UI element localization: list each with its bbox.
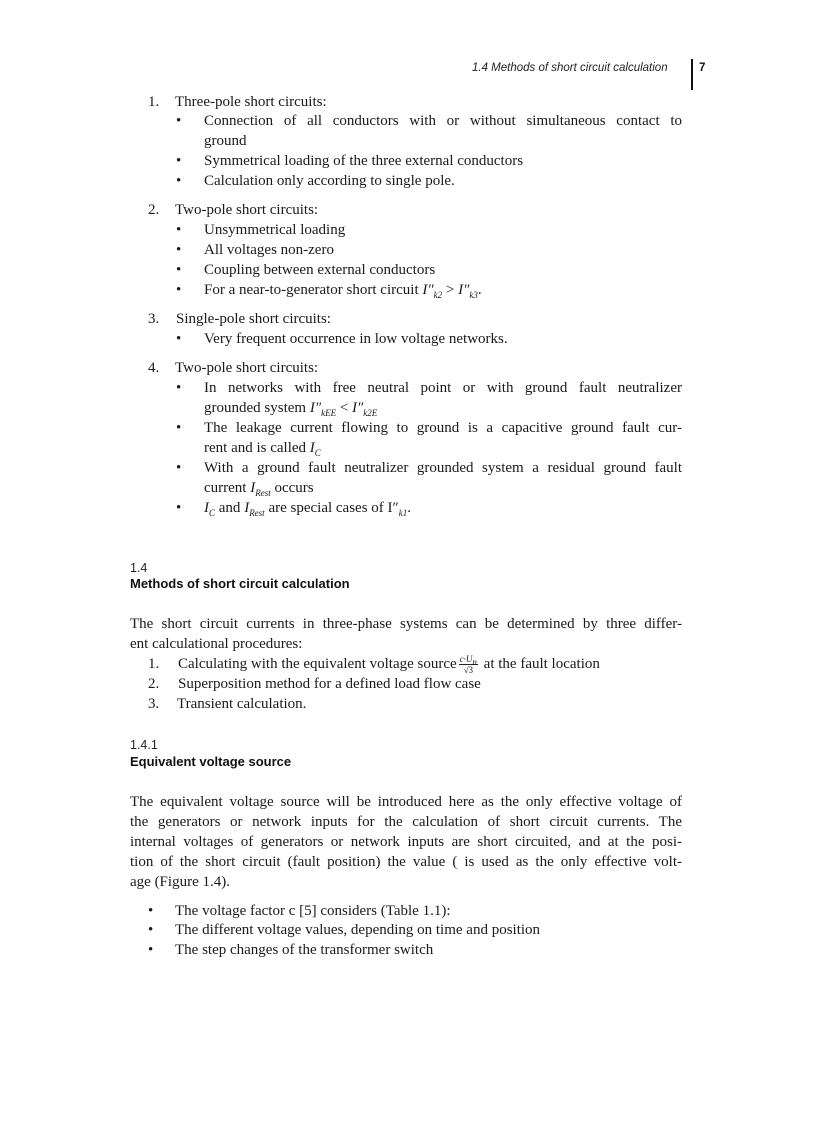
bullet-text: Calculation only according to single pole. [204, 173, 455, 189]
bullet-icon: • [176, 420, 182, 436]
section-title: Methods of short circuit calculation [130, 576, 350, 591]
bullet-text: In networks with free neutral point or with ground fault neutralizer [204, 380, 682, 396]
bullet-text-continued: rent and is called $I_C$ [204, 440, 321, 458]
paragraph-line: tion of the short circuit (fault position) the value ( is used as the only effective volt- [130, 854, 682, 870]
header-title: 1.4 Methods of short circuit calculation [472, 62, 668, 74]
bullet-text-continued: ground [204, 133, 247, 149]
bullet-text: Coupling between external conductors [204, 262, 436, 278]
list-item-title: Three-pole short circuits: [175, 94, 327, 110]
bullet-text: For a near-to-generator short circuit $I''_{k2} > I''_{k3}$. [204, 282, 482, 300]
list-number: 4. [148, 360, 160, 376]
paragraph-line: internal voltages of generators or network inputs are short circuited, and at the posi- [130, 834, 682, 850]
page-number: 7 [699, 62, 706, 74]
bullet-text: Very frequent occurrence in low voltage networks. [204, 331, 508, 347]
list-item-title: Two-pole short circuits: [175, 202, 319, 218]
list-item-title: Single-pole short circuits: [176, 311, 331, 327]
list-number: 1. [148, 656, 160, 672]
bullet-text: Symmetrical loading of the three external conductors [204, 153, 524, 169]
paragraph-line: The equivalent voltage source will be introduced here as the only effective voltage of [130, 794, 682, 810]
bullet-text: The leakage current flowing to ground is a capacitive ground fault cur- [204, 420, 682, 436]
section-title: Equivalent voltage source [130, 754, 292, 769]
bullet-icon: • [176, 173, 182, 189]
bullet-icon: • [176, 222, 182, 238]
bullet-text: The voltage factor c [5] considers (Table 1.1): [175, 903, 451, 919]
bullet-text: With a ground fault neutralizer grounded system a residual ground fault [204, 460, 682, 476]
bullet-text: All voltages non-zero [204, 242, 334, 258]
list-number: 1. [148, 94, 160, 110]
bullet-text: $I_C$ and $I_{Rest}$ are special cases of $I''_{k1}$. [204, 500, 412, 518]
section-number: 1.4.1 [130, 738, 158, 752]
bullet-icon: • [176, 113, 182, 129]
paragraph-line: the generators or network inputs for the calculation of short circuit currents. The [130, 814, 682, 830]
bullet-text: Unsymmetrical loading [204, 222, 346, 238]
bullet-icon: • [148, 922, 154, 938]
list-item-text: Calculating with the equivalent voltage source $\frac{c\cdot U_n}{√3}$ at the fault location [178, 654, 600, 676]
formula-fraction: $\frac{c\cdot U_n}{√3}$ [459, 654, 477, 676]
bullet-text-continued: current $I_{Rest}$ occurs [204, 480, 314, 498]
bullet-text: Connection of all conductors with or without simultaneous contact to [204, 113, 682, 129]
bullet-text-continued: grounded system $I''_{kEE} < I''_{k2E}$ [204, 400, 378, 418]
list-number: 3. [148, 311, 160, 327]
bullet-text: The step changes of the transformer switch [175, 942, 434, 958]
header-divider [691, 59, 693, 90]
bullet-icon: • [176, 331, 182, 347]
list-item-text: Transient calculation. [177, 696, 307, 712]
bullet-text: The different voltage values, depending on time and position [175, 922, 541, 938]
bullet-icon: • [176, 262, 182, 278]
bullet-icon: • [176, 153, 182, 169]
list-number: 3. [148, 696, 160, 712]
paragraph-line: ent calculational procedures: [130, 636, 303, 652]
list-item-text: Superposition method for a defined load flow case [178, 676, 481, 692]
bullet-icon: • [176, 460, 182, 476]
bullet-icon: • [176, 380, 182, 396]
bullet-icon: • [148, 942, 154, 958]
paragraph-line: The short circuit currents in three-phase systems can be determined by three differ- [130, 616, 682, 632]
bullet-icon: • [176, 242, 182, 258]
bullet-icon: • [176, 500, 182, 516]
section-number: 1.4 [130, 561, 148, 575]
list-number: 2. [148, 676, 160, 692]
list-number: 2. [148, 202, 160, 218]
bullet-icon: • [148, 903, 154, 919]
bullet-icon: • [176, 282, 182, 298]
list-item-title: Two-pole short circuits: [175, 360, 319, 376]
paragraph-line: age (Figure 1.4). [130, 874, 230, 890]
